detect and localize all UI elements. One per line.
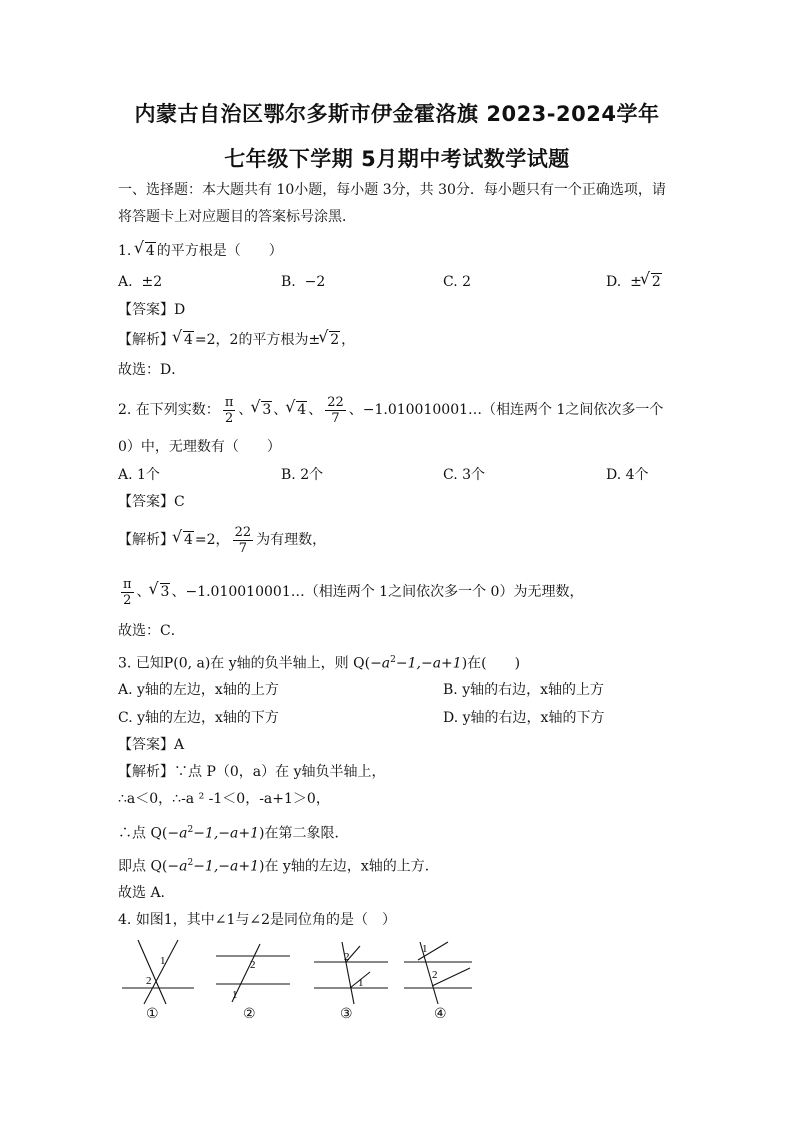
question-2-conclusion: 故选：C． <box>118 623 185 639</box>
question-2-answer: 【答案】C <box>118 494 185 510</box>
question-2-analysis: 【解析】 √ 4 =2， $\frac{22}{7}$ 为有理数， <box>118 520 326 560</box>
section-intro-line1: 一、选择题：本大题共有 10小题，每小题 3分，共 30分．每小题只有一个正确选项，请 <box>118 182 666 198</box>
question-2-stem-line2: 0）中，无理数有（ ） <box>118 439 281 455</box>
question-1-option-d: D. ±√ 2 <box>606 272 663 292</box>
question-2-option-d: D. 4个 <box>606 467 649 483</box>
figure-1-diagram <box>118 938 198 1008</box>
question-1-conclusion: 故选：D． <box>118 362 186 378</box>
figure-4-caption: ④ <box>434 1006 447 1022</box>
question-2-stem: 2. 在下列实数： $\frac{\pi}{2}$ 、 √ 3 、 √ 4 、 $\frac{22}{7}$ 、 −1.010010001… （相连两个 1之间依次多一个 <box>118 390 663 430</box>
question-text: 的平方根是（ ） <box>156 243 283 259</box>
question-3-analysis-1: 【解析】∵点 P（0，a）在 y轴负半轴上， <box>118 764 386 780</box>
figure-1-label-2: 2 <box>146 975 152 987</box>
question-number: 1. <box>118 243 132 259</box>
question-3-option-c: C. y轴的左边，x轴的下方 <box>118 710 279 726</box>
question-3-option-a: A. y轴的左边，x轴的上方 <box>118 682 279 698</box>
question-2-option-a: A. 1个 <box>118 467 160 483</box>
figure-2-label-2: 2 <box>250 959 256 971</box>
figure-3-diagram <box>310 938 392 1008</box>
sqrt-expression: √ 4 <box>136 241 156 261</box>
question-1-stem <box>118 241 283 261</box>
figure-2-diagram <box>212 938 294 1008</box>
section-intro-line2: 将答题卡上对应题目的答案标号涂黑． <box>118 209 356 225</box>
question-3-answer: 【答案】A <box>118 737 185 753</box>
question-3-conclusion: 故选 A. <box>118 885 166 901</box>
question-3-stem: 3. 已知P(0, a)在 y轴的负半轴上，则 $Q(-a^2-1,-a+1)$在( ) <box>118 655 521 672</box>
question-2-option-b: B. 2个 <box>281 467 324 483</box>
figure-2-caption: ② <box>243 1006 256 1022</box>
question-3-analysis-3: ∴点 $Q(-a^2-1,-a+1)$在第二象限． <box>118 825 349 842</box>
question-4-stem: 4. 如图1，其中∠1与∠2是同位角的是（ ） <box>118 912 396 928</box>
question-3-analysis-4: 即点 $Q(-a^2-1,-a+1)$在 y轴的左边，x轴的上方． <box>118 858 439 875</box>
question-2-analysis-line2: $\frac{\pi}{2}$ 、 √ 3 、 −1.010010001… （相连两个 1之间依次多一个 0）为无理数， <box>118 572 583 612</box>
question-1-option-c: C. 2 <box>443 274 472 290</box>
figure-4-label-2: 2 <box>432 969 438 981</box>
figure-3-label-1: 1 <box>358 977 364 989</box>
document-title-line1: 内蒙古自治区鄂尔多斯市伊金霍洛旗 2023-2024学年 <box>134 102 660 126</box>
figure-1-label-1: 1 <box>160 955 166 967</box>
question-1-option-a: A. ±2 <box>118 274 163 290</box>
figure-1-caption: ① <box>146 1006 159 1022</box>
figure-3-caption: ③ <box>340 1006 353 1022</box>
figure-2-label-1: 1 <box>232 989 238 1001</box>
question-3-analysis-2: ∴a＜0，∴-a ² -1＜0，-a+1＞0， <box>118 791 330 807</box>
question-1-option-b: B. −2 <box>281 274 326 290</box>
question-1-answer: 【答案】D <box>118 302 186 318</box>
figure-4-label-1: 1 <box>422 943 428 955</box>
document-title-line2: 七年级下学期 5月期中考试数学试题 <box>224 147 570 171</box>
figure-3-label-2: 2 <box>344 951 350 963</box>
question-1-analysis: 【解析】√ 4 =2，2的平方根为±√ 2 ， <box>118 330 355 350</box>
question-2-option-c: C. 3个 <box>443 467 486 483</box>
question-3-option-b: B. y轴的右边，x轴的上方 <box>443 682 605 698</box>
question-3-option-d: D. y轴的右边，x轴的下方 <box>443 710 605 726</box>
figure-4-diagram <box>400 938 480 1008</box>
